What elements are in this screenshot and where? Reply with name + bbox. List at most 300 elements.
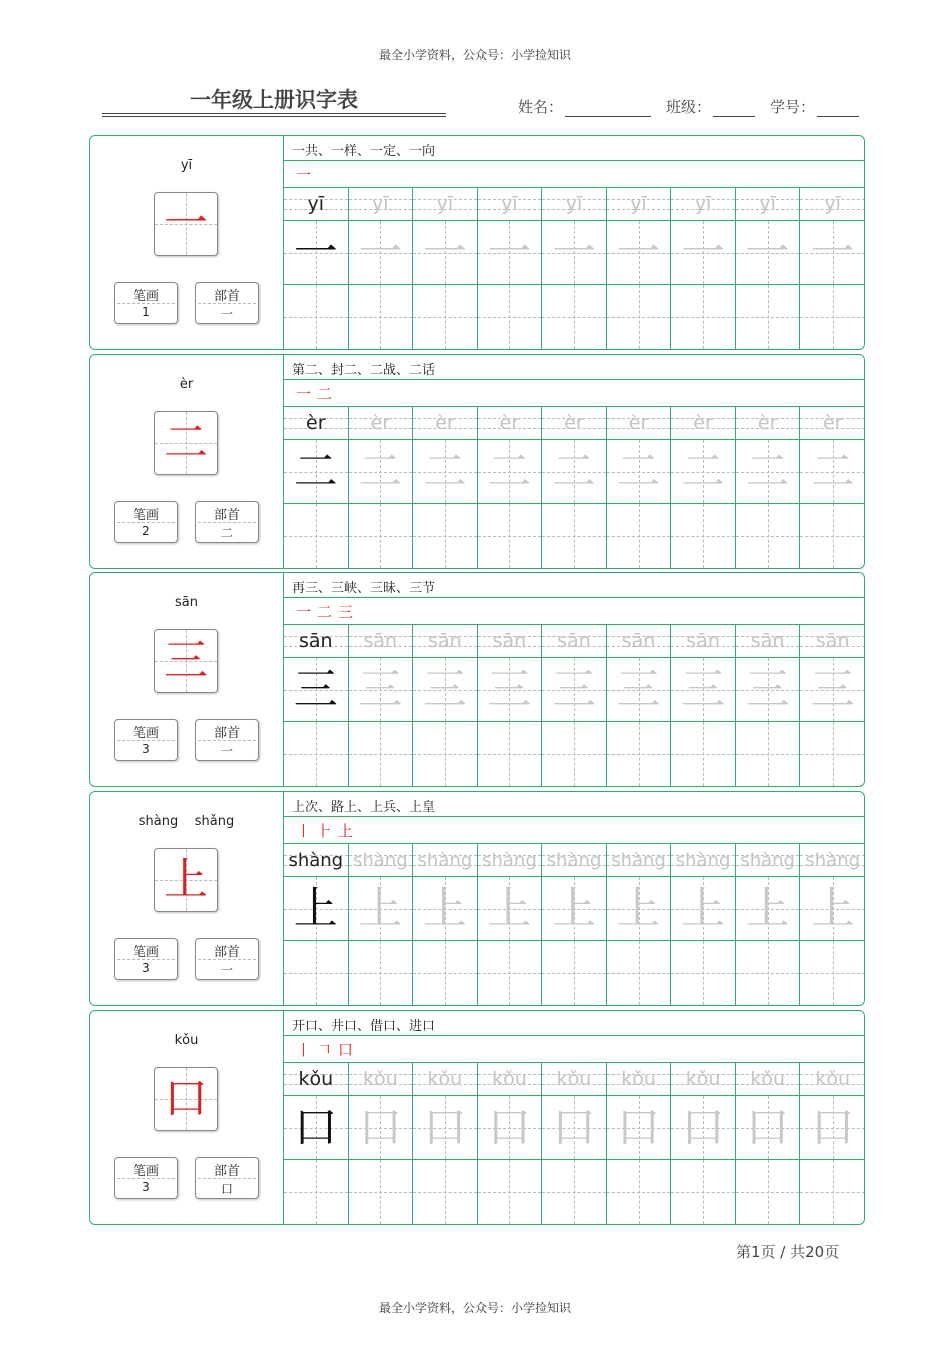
example-words: 一共、一样、一定、一向 (284, 136, 864, 161)
character-cell[interactable] (478, 1096, 543, 1160)
pinyin-cell[interactable] (284, 188, 349, 221)
character-cell[interactable] (736, 658, 801, 722)
pinyin-cell[interactable] (349, 625, 414, 658)
stroke-step: 二 (317, 603, 333, 621)
pinyin-cell[interactable] (671, 844, 736, 877)
character-cell[interactable] (736, 221, 801, 285)
pinyin-cell[interactable] (542, 625, 607, 658)
pinyin-trace: yī (694, 193, 712, 215)
character-trace: 三 (422, 663, 467, 715)
pinyin-cell[interactable] (349, 407, 414, 440)
blank-practice-cell[interactable] (349, 504, 414, 568)
blank-practice-cell[interactable] (478, 941, 543, 1005)
title-underline (102, 113, 446, 114)
pinyin-trace: èr (693, 412, 713, 434)
blank-practice-cell[interactable] (671, 285, 736, 349)
strokes-value: 3 (142, 742, 150, 756)
stroke-step: 一 (296, 385, 312, 403)
character-cell[interactable] (413, 1096, 478, 1160)
character-cell[interactable] (671, 658, 736, 722)
character-display (154, 629, 218, 693)
blank-practice-cell[interactable] (413, 1160, 478, 1224)
character-trace: 口 (745, 1101, 790, 1153)
practice-grid (284, 1063, 864, 1224)
radical-box (195, 938, 259, 980)
character-trace: 三 (293, 663, 338, 715)
character-display (154, 411, 218, 475)
character-cell[interactable] (349, 1096, 414, 1160)
pinyin-cell[interactable] (284, 1063, 349, 1096)
pinyin-cell[interactable] (478, 407, 543, 440)
name-blank[interactable] (565, 99, 651, 117)
pinyin-cell[interactable] (800, 844, 865, 877)
blank-practice-cell[interactable] (607, 722, 672, 786)
pinyin-header: shàng shǎng (138, 814, 235, 829)
character-trace: 二 (422, 445, 467, 497)
strokes-label: 笔画 (132, 945, 159, 960)
character-cell[interactable] (542, 440, 607, 504)
radical-value: 一 (220, 963, 233, 977)
header-note: 最全小学资料，公众号：小学捡知识 (378, 48, 571, 62)
pinyin-cell[interactable] (607, 844, 672, 877)
stroke-order (284, 598, 864, 625)
character-trace: 一 (487, 226, 532, 278)
character-cell[interactable] (800, 221, 865, 285)
character-cell[interactable] (478, 440, 543, 504)
pinyin-trace: èr (822, 412, 843, 434)
example-words: 开口、井口、借口、进口 (284, 1011, 864, 1036)
character-trace: 上 (551, 882, 596, 934)
class-field[interactable] (666, 96, 755, 117)
blank-practice-cell[interactable] (413, 941, 478, 1005)
character-trace: 口 (422, 1101, 467, 1153)
pinyin-trace: kǒu (750, 1068, 785, 1090)
stroke-step: 丨 (296, 1041, 312, 1059)
pinyin-trace: kǒu (556, 1068, 592, 1090)
character-info-panel (90, 136, 284, 349)
character-trace: 上 (293, 882, 338, 934)
character-trace: 二 (293, 445, 338, 497)
radical-value: 一 (220, 307, 233, 321)
character-cell[interactable] (800, 440, 865, 504)
character-trace: 二 (616, 445, 661, 497)
blank-practice-cell[interactable] (607, 285, 672, 349)
blank-practice-cell[interactable] (736, 722, 801, 786)
pinyin-trace: shàng (611, 849, 666, 871)
main-character: 三 (164, 635, 208, 686)
blank-practice-cell[interactable] (736, 1160, 801, 1224)
blank-practice-cell[interactable] (736, 941, 801, 1005)
blank-practice-cell[interactable] (349, 722, 414, 786)
practice-grid (284, 188, 864, 349)
character-cell[interactable] (607, 658, 672, 722)
pinyin-trace: èr (564, 412, 584, 434)
character-cell[interactable] (671, 221, 736, 285)
pinyin-trace: èr (628, 412, 649, 434)
pinyin-header: sān (175, 595, 198, 610)
radical-box (195, 501, 259, 543)
character-cell[interactable] (284, 877, 349, 941)
character-trace: 上 (810, 882, 855, 934)
blank-practice-cell[interactable] (349, 285, 414, 349)
blank-practice-cell[interactable] (607, 941, 672, 1005)
blank-practice-cell[interactable] (671, 941, 736, 1005)
practice-panel (284, 573, 864, 786)
blank-practice-cell[interactable] (349, 1160, 414, 1224)
character-trace: 上 (358, 882, 403, 934)
character-cell[interactable] (542, 221, 607, 285)
character-trace: 一 (681, 226, 726, 278)
character-trace: 二 (745, 445, 790, 497)
pinyin-cell[interactable] (542, 188, 607, 221)
radical-label: 部首 (213, 945, 240, 960)
pinyin-header: yī (180, 158, 193, 173)
character-cell[interactable] (284, 1096, 349, 1160)
character-trace: 口 (487, 1101, 532, 1153)
character-trace: 上 (422, 882, 467, 934)
pinyin-trace: yī (565, 193, 583, 215)
pinyin-trace: èr (306, 412, 326, 434)
blank-practice-cell[interactable] (800, 722, 865, 786)
character-cell[interactable] (413, 877, 478, 941)
pinyin-cell[interactable] (284, 844, 349, 877)
character-trace: 三 (810, 663, 855, 715)
pinyin-cell[interactable] (349, 1063, 414, 1096)
pinyin-trace: shàng (805, 849, 861, 871)
character-cell[interactable] (349, 658, 414, 722)
character-trace: 上 (487, 882, 532, 934)
strokes-box (114, 719, 178, 761)
character-trace: 三 (551, 663, 596, 715)
pinyin-cell[interactable] (413, 188, 478, 221)
pinyin-cell[interactable] (736, 625, 801, 658)
blank-practice-cell[interactable] (671, 1160, 736, 1224)
character-trace: 上 (745, 882, 790, 934)
pinyin-trace: shàng (740, 849, 795, 871)
pinyin-trace: èr (499, 412, 520, 434)
blank-practice-cell[interactable] (478, 1160, 543, 1224)
strokes-label: 笔画 (132, 1164, 159, 1179)
character-cell[interactable] (478, 221, 543, 285)
blank-practice-cell[interactable] (413, 722, 478, 786)
character-cell[interactable] (736, 440, 801, 504)
character-cell[interactable] (671, 1096, 736, 1160)
pinyin-cell[interactable] (800, 188, 865, 221)
character-cell[interactable] (736, 1096, 801, 1160)
blank-practice-cell[interactable] (736, 285, 801, 349)
character-card (89, 1010, 865, 1225)
example-words: 第二、封二、二战、二话 (284, 355, 864, 380)
blank-practice-cell[interactable] (542, 285, 607, 349)
pinyin-trace: kǒu (427, 1068, 463, 1090)
blank-practice-cell[interactable] (284, 941, 349, 1005)
blank-practice-cell[interactable] (478, 285, 543, 349)
character-trace: 上 (616, 882, 661, 934)
example-words: 上次、路上、上兵、上皇 (284, 792, 864, 817)
pinyin-cell[interactable] (542, 1063, 607, 1096)
character-trace: 一 (745, 226, 790, 278)
radical-value: 一 (220, 744, 233, 758)
pinyin-trace: yī (824, 193, 841, 215)
class-blank[interactable] (713, 99, 755, 117)
stroke-step: 丨 (296, 822, 312, 840)
radical-box (195, 1157, 259, 1199)
character-display (154, 1067, 218, 1131)
pinyin-trace: yī (759, 193, 776, 215)
stroke-step: 三 (338, 603, 354, 621)
pinyin-cell[interactable] (284, 625, 349, 658)
blank-practice-cell[interactable] (800, 1160, 865, 1224)
character-cell[interactable] (800, 877, 865, 941)
practice-panel (284, 355, 864, 568)
character-trace: 一 (358, 226, 403, 278)
character-cell[interactable] (607, 221, 672, 285)
character-cell[interactable] (413, 221, 478, 285)
pinyin-cell[interactable] (284, 407, 349, 440)
character-cell[interactable] (478, 877, 543, 941)
character-card (89, 791, 865, 1006)
blank-practice-cell[interactable] (542, 504, 607, 568)
character-cell[interactable] (413, 440, 478, 504)
class-label: 班级： (666, 98, 712, 116)
title-block (102, 84, 446, 118)
character-trace: 二 (810, 445, 855, 497)
character-cell[interactable] (671, 877, 736, 941)
pinyin-trace: yī (501, 193, 518, 215)
pinyin-trace: shàng (482, 849, 537, 871)
pinyin-cell[interactable] (800, 625, 865, 658)
pinyin-cell[interactable] (413, 844, 478, 877)
pinyin-cell[interactable] (542, 407, 607, 440)
stroke-order (284, 1036, 864, 1063)
strokes-box (114, 938, 178, 980)
character-trace: 一 (293, 226, 338, 278)
footer-note: 最全小学资料，公众号：小学捡知识 (378, 1301, 571, 1315)
stroke-step: 二 (317, 385, 333, 403)
character-card (89, 354, 865, 569)
blank-practice-cell[interactable] (413, 504, 478, 568)
number-blank[interactable] (817, 99, 859, 117)
character-cell[interactable] (284, 221, 349, 285)
practice-grid (284, 625, 864, 786)
pinyin-trace: èr (435, 412, 455, 434)
blank-practice-cell[interactable] (542, 941, 607, 1005)
pinyin-cell[interactable] (607, 407, 672, 440)
pinyin-trace: èr (370, 412, 391, 434)
stroke-step: 上 (338, 822, 354, 840)
stroke-step: ⺊ (317, 822, 333, 840)
character-info-panel (90, 573, 284, 786)
character-info-panel (90, 792, 284, 1005)
blank-practice-cell[interactable] (542, 722, 607, 786)
pinyin-cell[interactable] (349, 188, 414, 221)
character-cell[interactable] (478, 658, 543, 722)
strokes-label: 笔画 (132, 726, 159, 741)
pinyin-cell[interactable] (413, 625, 478, 658)
character-trace: 二 (681, 445, 726, 497)
main-character: 口 (164, 1073, 208, 1124)
strokes-value: 3 (142, 1180, 150, 1194)
blank-practice-cell[interactable] (284, 1160, 349, 1224)
character-cell[interactable] (800, 1096, 865, 1160)
pinyin-cell[interactable] (736, 188, 801, 221)
character-cell[interactable] (284, 658, 349, 722)
strokes-value: 1 (142, 305, 150, 319)
character-cell[interactable] (607, 440, 672, 504)
blank-practice-cell[interactable] (284, 722, 349, 786)
strokes-box (114, 282, 178, 324)
blank-practice-cell[interactable] (284, 285, 349, 349)
pinyin-trace: kǒu (362, 1068, 398, 1090)
radical-box (195, 282, 259, 324)
pinyin-trace: shàng (288, 849, 344, 871)
pinyin-cell[interactable] (671, 188, 736, 221)
character-trace: 三 (681, 663, 726, 715)
character-trace: 口 (358, 1101, 403, 1153)
title-underline-second (102, 116, 446, 117)
pinyin-cell[interactable] (800, 1063, 865, 1096)
pinyin-cell[interactable] (671, 1063, 736, 1096)
number-field[interactable] (770, 96, 859, 117)
main-character: 上 (164, 854, 208, 905)
character-card (89, 572, 865, 787)
character-cell[interactable] (413, 658, 478, 722)
radical-label: 部首 (213, 726, 240, 741)
blank-practice-cell[interactable] (413, 285, 478, 349)
character-cell[interactable] (542, 1096, 607, 1160)
pinyin-cell[interactable] (671, 407, 736, 440)
pinyin-cell[interactable] (736, 407, 801, 440)
pinyin-cell[interactable] (671, 625, 736, 658)
pinyin-cell[interactable] (478, 188, 543, 221)
blank-practice-cell[interactable] (671, 722, 736, 786)
blank-practice-cell[interactable] (736, 504, 801, 568)
character-cell[interactable] (736, 877, 801, 941)
character-trace: 二 (551, 445, 596, 497)
page-indicator: 第1页 / 共20页 (736, 1243, 840, 1261)
character-trace: 一 (616, 226, 661, 278)
pinyin-cell[interactable] (607, 1063, 672, 1096)
character-trace: 口 (681, 1101, 726, 1153)
pinyin-trace: yī (630, 193, 647, 215)
number-label: 学号： (770, 98, 816, 116)
stroke-step: 一 (296, 166, 312, 184)
radical-label: 部首 (213, 289, 240, 304)
character-info-panel (90, 1011, 284, 1224)
pinyin-cell[interactable] (413, 407, 478, 440)
pinyin-trace: èr (757, 412, 778, 434)
pinyin-cell[interactable] (478, 844, 543, 877)
blank-practice-cell[interactable] (542, 1160, 607, 1224)
character-cell[interactable] (542, 877, 607, 941)
blank-practice-cell[interactable] (800, 941, 865, 1005)
character-cell[interactable] (607, 877, 672, 941)
pinyin-cell[interactable] (413, 1063, 478, 1096)
pinyin-cell[interactable] (736, 1063, 801, 1096)
pinyin-trace: sān (815, 630, 850, 652)
strokes-box (114, 1157, 178, 1199)
name-label: 姓名： (518, 98, 564, 116)
character-trace: 一 (422, 226, 467, 278)
practice-grid (284, 844, 864, 1005)
character-display (154, 192, 218, 256)
character-cell[interactable] (349, 440, 414, 504)
character-cell[interactable] (800, 658, 865, 722)
pinyin-trace: yī (372, 193, 389, 215)
pinyin-trace: shàng (417, 849, 473, 871)
character-trace: 口 (293, 1101, 338, 1153)
pinyin-header: kǒu (174, 1033, 199, 1048)
blank-practice-cell[interactable] (349, 941, 414, 1005)
character-cell[interactable] (607, 1096, 672, 1160)
pinyin-trace: sān (750, 630, 785, 652)
practice-panel (284, 136, 864, 349)
character-trace: 三 (487, 663, 532, 715)
name-field[interactable] (518, 96, 651, 117)
blank-practice-cell[interactable] (607, 504, 672, 568)
pinyin-header: èr (179, 377, 194, 392)
radical-label: 部首 (213, 508, 240, 523)
pinyin-trace: shàng (675, 849, 731, 871)
practice-panel (284, 1011, 864, 1224)
character-cell[interactable] (284, 440, 349, 504)
blank-practice-cell[interactable] (800, 285, 865, 349)
page-title: 一年级上册识字表 (190, 88, 358, 112)
pinyin-trace: sān (621, 630, 656, 652)
blank-practice-cell[interactable] (800, 504, 865, 568)
character-trace: 二 (487, 445, 532, 497)
character-trace: 上 (681, 882, 726, 934)
blank-practice-cell[interactable] (607, 1160, 672, 1224)
pinyin-cell[interactable] (478, 625, 543, 658)
strokes-label: 笔画 (132, 289, 159, 304)
blank-practice-cell[interactable] (671, 504, 736, 568)
character-trace: 三 (358, 663, 403, 715)
radical-label: 部首 (213, 1164, 240, 1179)
pinyin-cell[interactable] (478, 1063, 543, 1096)
pinyin-cell[interactable] (800, 407, 865, 440)
main-character: 一 (164, 198, 208, 249)
blank-practice-cell[interactable] (478, 504, 543, 568)
pinyin-trace: sān (492, 630, 527, 652)
strokes-box (114, 501, 178, 543)
pinyin-trace: sān (363, 630, 398, 652)
character-cell[interactable] (542, 658, 607, 722)
pinyin-trace: kǒu (815, 1068, 851, 1090)
practice-grid (284, 407, 864, 568)
character-trace: 三 (745, 663, 790, 715)
strokes-value: 2 (142, 524, 150, 538)
pinyin-trace: shàng (546, 849, 602, 871)
character-cell[interactable] (349, 221, 414, 285)
stroke-step: 一 (296, 603, 312, 621)
pinyin-cell[interactable] (607, 188, 672, 221)
radical-box (195, 719, 259, 761)
pinyin-cell[interactable] (736, 844, 801, 877)
stroke-order (284, 161, 864, 188)
character-cell[interactable] (671, 440, 736, 504)
character-trace: 口 (616, 1101, 661, 1153)
character-cell[interactable] (349, 877, 414, 941)
strokes-value: 3 (142, 961, 150, 975)
pinyin-trace: kǒu (621, 1068, 656, 1090)
blank-practice-cell[interactable] (284, 504, 349, 568)
pinyin-cell[interactable] (607, 625, 672, 658)
pinyin-cell[interactable] (542, 844, 607, 877)
pinyin-trace: sān (298, 630, 333, 652)
pinyin-cell[interactable] (349, 844, 414, 877)
blank-practice-cell[interactable] (478, 722, 543, 786)
